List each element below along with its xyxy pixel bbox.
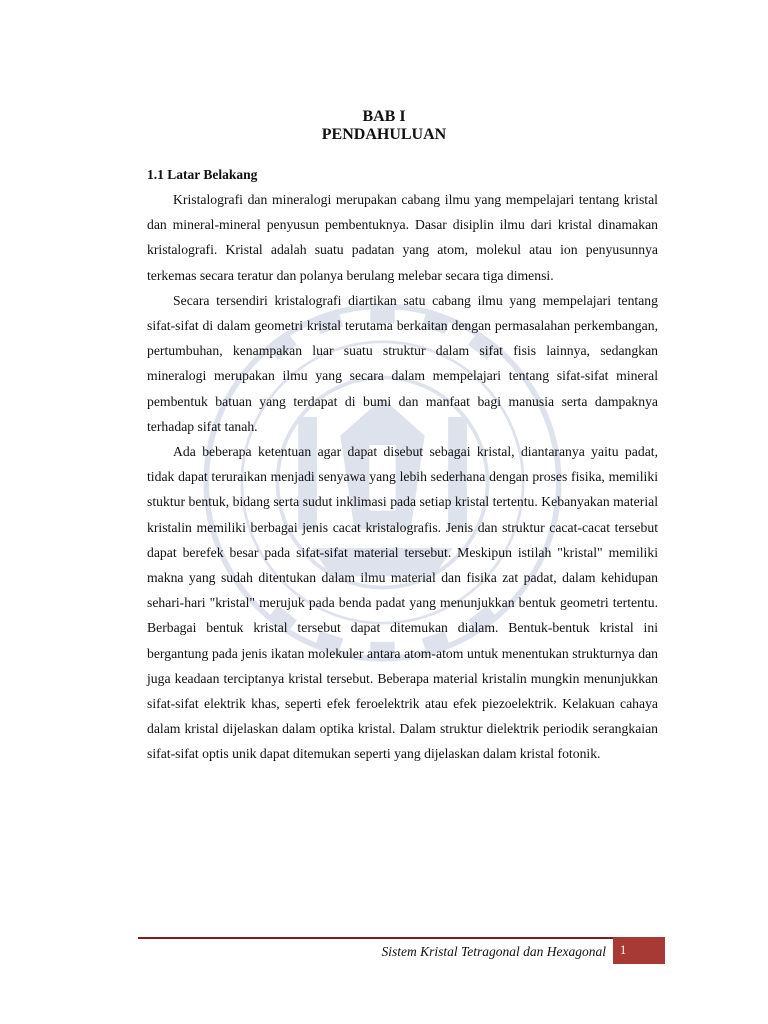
chapter-title: PENDAHULUAN [321,126,447,143]
paragraph: Ada beberapa ketentuan agar dapat disebut sebagai kristal, diantaranya yaitu padat, tidak dapat teruraikan menjadi senyawa yang lebih sederhana dengan proses fisika, memiliki stuktur bentuk, bidang serta sudut inklimasi pada setiap kristal tertentu. Kebanyakan material kristalin memiliki berbagai jenis cacat kristalografis. Jenis dan struktur cacat-cacat tersebut dapat berefek besar pada sifat-sifat material tersebut. Meskipun istilah "kristal" memiliki makna yang sudah ditentukan dalam ilmu material dan fisika zat padat, dalam kehidupan sehari-hari "kristal" merujuk pada benda padat yang menunjukkan bentuk geometri tertentu. Berbagai bentuk kristal tersebut dapat ditemukan dialam. Bentuk-bentuk kristal ini bergantung pada jenis ikatan molekuler antara atom-atom untuk menentukan strukturnya dan juga keadaan terciptanya kristal tersebut. Beberapa material kristalin mungkin menunjukkan sifat-sifat elektrik khas, seperti efek feroelektrik atau efek piezoelektrik. Kelakuan cahaya dalam kristal dijelaskan dalam optika kristal. Dalam struktur dielektrik periodik serangkaian sifat-sifat optis unik dapat ditemukan seperti yang dijelaskan dalam kristal fotonik. [147,444,658,762]
page-number-badge [613,937,665,964]
chapter-number: BAB I [362,108,406,125]
footer-divider [138,937,613,939]
section-heading: 1.1 Latar Belakang [147,167,258,182]
paragraph: Kristalografi dan mineralogi merupakan cabang ilmu yang mempelajari tentang kristal dan mineral-mineral penyusun pembentuknya. Dasar disiplin ilmu dari kristal dinamakan kristalografi. Kristal adalah suatu padatan yang atom, molekul atau ion penyusunnya terkemas secara teratur dan polanya berulang melebar secara tiga dimensi. [147,192,658,283]
body-text [147,187,658,767]
page-number: 1 [620,943,627,957]
paragraph: Secara tersendiri kristalografi diartikan satu cabang ilmu yang mempelajari tentang sifat-sifat di dalam geometri kristal terutama berkaitan dengan permasalahan perkembangan, pertumbuhan, kenampakan luar suatu struktur dalam sifat fisis lainnya, sedangkan mineralogi merupakan ilmu yang secara dalam mempelajari tentang sifat-sifat mineral pembentuk batuan yang terdapat di bumi dan manfaat bagi manusia serta dampaknya terhadap sifat tanah. [147,292,658,434]
footer-document-title: Sistem Kristal Tetragonal dan Hexagonal [381,944,606,959]
